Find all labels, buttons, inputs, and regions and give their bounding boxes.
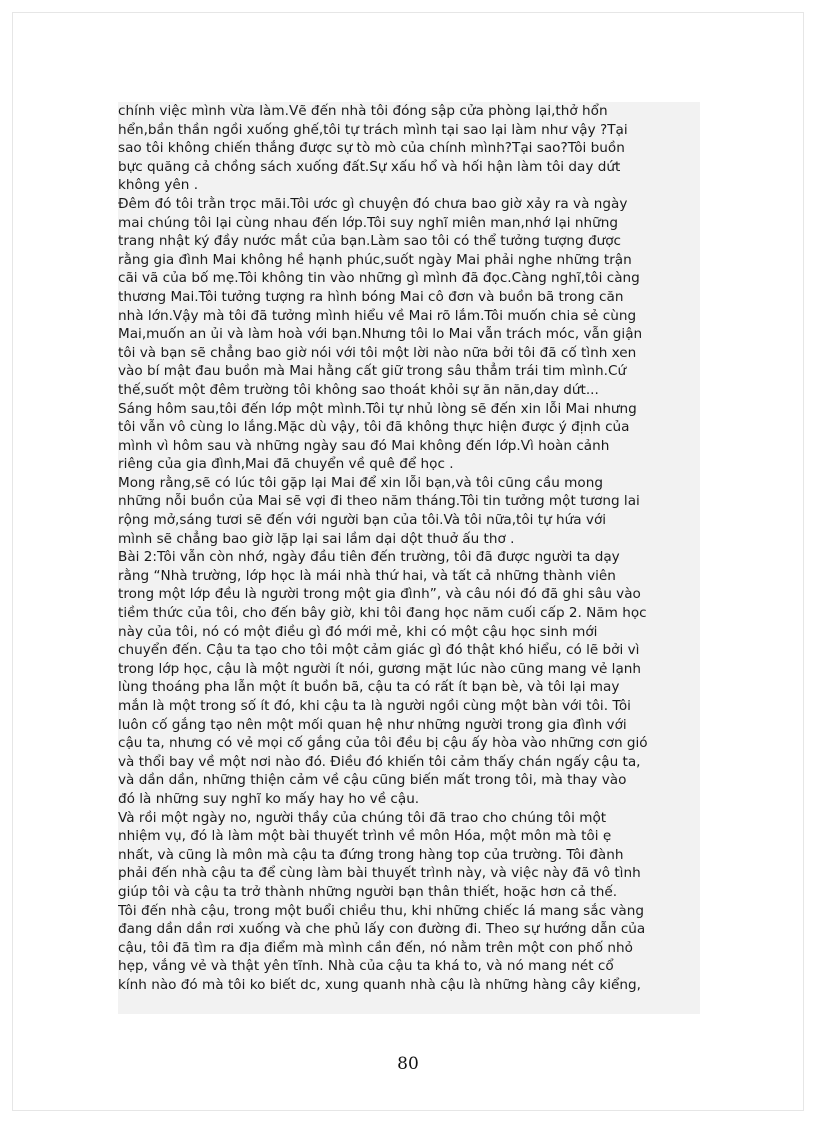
text-line: nhiệm vụ, đó là làm một bài thuyết trình về môn Hóa, một môn mà tôi ẹ <box>118 828 612 845</box>
text-line: mình sẽ chẳng bao giờ lặp lại sai lầm dại dột thuở ấu thơ . <box>118 530 515 547</box>
text-line: cậu, tôi đã tìm ra địa điểm mà mình cần đến, nó nằm trên một con phố nhỏ <box>118 939 633 956</box>
text-line: trong lớp học, cậu là một người ít nói, gương mặt lúc nào cũng mang vẻ lạnh <box>118 660 642 677</box>
text-line: trang nhật ký đầy nước mắt của bạn.Làm sao tôi có thể tưởng tượng được <box>118 233 622 250</box>
text-line: những nỗi buồn của Mai sẽ vợi đi theo năm tháng.Tôi tin tưởng một tương lai <box>118 493 640 510</box>
text-line: thế,suốt một đêm trường tôi không sao thoát khỏi sự ăn năn,day dứt... <box>118 381 599 398</box>
text-line: và thổi bay về một nơi nào đó. Điều đó khiến tôi cảm thấy chán ngấy cậu ta, <box>118 753 641 770</box>
text-line: lùng thoáng pha lẫn một ít buồn bã, cậu ta có rất ít bạn bè, và tôi lại may <box>118 679 620 696</box>
text-line: mình vì hôm sau và những ngày sau đó Mai không đến lớp.Vì hoàn cảnh <box>118 437 610 454</box>
body-text <box>118 102 700 1014</box>
text-line: chuyển đến. Cậu ta tạo cho tôi một cảm giác gì đó thật khó hiểu, có lẽ bởi vì <box>118 642 640 659</box>
text-line: rằng gia đình Mai không hề hạnh phúc,suốt ngày Mai phải nghe những trận <box>118 251 632 268</box>
text-line: Đêm đó tôi trằn trọc mãi.Tôi ước gì chuyện đó chưa bao giờ xảy ra và ngày <box>118 195 628 212</box>
text-line: giúp tôi và cậu ta trở thành những người bạn thân thiết, hoặc hơn cả thế. <box>118 883 618 900</box>
text-line: hẹp, vắng vẻ và thật yên tĩnh. Nhà của cậu ta khá to, và nó mang nét cổ <box>118 958 614 975</box>
text-line: bực quăng cả chồng sách xuống đất.Sự xấu hổ và hối hận làm tôi day dứt <box>118 158 621 175</box>
text-line: hển,bần thần ngồi xuống ghế,tôi tự trách mình tại sao lại làm như vậy ?Tại <box>118 121 628 138</box>
text-line: trong một lớp đều là người trong một gia đình”, và câu nói đó đã ghi sâu vào <box>118 586 641 603</box>
text-line: không yên . <box>118 177 199 194</box>
text-line: mai chúng tôi lại cùng nhau đến lớp.Tôi suy nghĩ miên man,nhớ lại những <box>118 214 618 231</box>
text-line: tôi và bạn sẽ chẳng bao giờ nói với tôi một lời nào nữa bởi tôi đã cố tình xen <box>118 344 637 361</box>
text-line: nhất, và cũng là môn mà cậu ta đứng trong hàng top của trường. Tôi đành <box>118 846 624 863</box>
page-number: 80 <box>397 1054 419 1074</box>
text-line: Bài 2:Tôi vẫn còn nhớ, ngày đầu tiên đến trường, tôi đã được người ta dạy <box>118 549 620 566</box>
text-line: phải đến nhà cậu ta để cùng làm bài thuyết trình này, và việc này đã vô tình <box>118 865 641 882</box>
text-line: thương Mai.Tôi tưởng tượng ra hình bóng Mai cô đơn và buồn bã trong căn <box>118 288 624 305</box>
text-line: luôn cố gắng tạo nên một mối quan hệ như những người trong gia đình với <box>118 716 627 733</box>
text-line: sao tôi không chiến thắng được sự tò mò của chính mình?Tại sao?Tôi buồn <box>118 140 625 157</box>
text-line: tôi vẫn vô cùng lo lắng.Mặc dù vậy, tôi đã không thực hiện được ý định của <box>118 419 630 436</box>
text-line: Và rồi một ngày no, người thầy của chúng tôi đã trao cho chúng tôi một <box>118 809 607 826</box>
text-line: đang dần dần rơi xuống và che phủ lấy con đường đi. Theo sự hướng dẫn của <box>118 921 646 938</box>
text-line: vào bí mật đau buồn mà Mai hằng cất giữ trong sâu thẳm trái tim mình.Cứ <box>118 363 627 380</box>
text-line: cậu ta, nhưng có vẻ mọi cố gắng của tôi đều bị cậu ấy hòa vào những cơn gió <box>118 735 648 752</box>
text-line: tiềm thức của tôi, cho đến bây giờ, khi tôi đang học năm cuối cấp 2. Năm học <box>118 605 647 622</box>
text-line: kính nào đó mà tôi ko biết dc, xung quanh nhà cậu là những hàng cây kiểng, <box>118 976 641 993</box>
text-line: Mai,muốn an ủi và làm hoà với bạn.Nhưng tôi lo Mai vẫn trách móc, vẫn giận <box>118 326 643 343</box>
text-line: Mong rằng,sẽ có lúc tôi gặp lại Mai để xin lỗi bạn,và tôi cũng cầu mong <box>118 474 603 491</box>
text-line: mắn là một trong số ít đó, khi cậu ta là người ngồi cùng một bàn với tôi. Tôi <box>118 698 631 714</box>
text-line: cãi vã của bố mẹ.Tôi không tin vào những gì mình đã đọc.Càng nghĩ,tôi càng <box>118 270 640 287</box>
text-line: riêng của gia đình,Mai đã chuyển về quê để học . <box>118 456 454 473</box>
text-line: này của tôi, nó có một điều gì đó mới mẻ, khi có một cậu học sinh mới <box>118 623 598 640</box>
text-line: nhà lớn.Vậy mà tôi đã tưởng mình hiểu về Mai rõ lắm.Tôi muốn chia sẻ cùng <box>118 307 637 324</box>
text-line: chính việc mình vừa làm.Vẽ đến nhà tôi đóng sập cửa phòng lại,thở hổn <box>118 103 608 119</box>
text-line: rằng “Nhà trường, lớp học là mái nhà thứ hai, và tất cả những thành viên <box>118 567 616 584</box>
text-line: và dần dần, những thiện cảm về cậu cũng biến mất trong tôi, mà thay vào <box>118 772 627 789</box>
text-line: rộng mở,sáng tươi sẽ đến với người bạn của tôi.Và tôi nữa,tôi tự hứa với <box>118 512 607 529</box>
text-line: Tôi đến nhà cậu, trong một buổi chiều thu, khi những chiếc lá mang sắc vàng <box>118 902 644 919</box>
text-line: Sáng hôm sau,tôi đến lớp một mình.Tôi tự nhủ lòng sẽ đến xin lỗi Mai nhưng <box>118 400 637 417</box>
text-line: đó là những suy nghĩ ko mấy hay ho về cậu. <box>118 790 420 807</box>
